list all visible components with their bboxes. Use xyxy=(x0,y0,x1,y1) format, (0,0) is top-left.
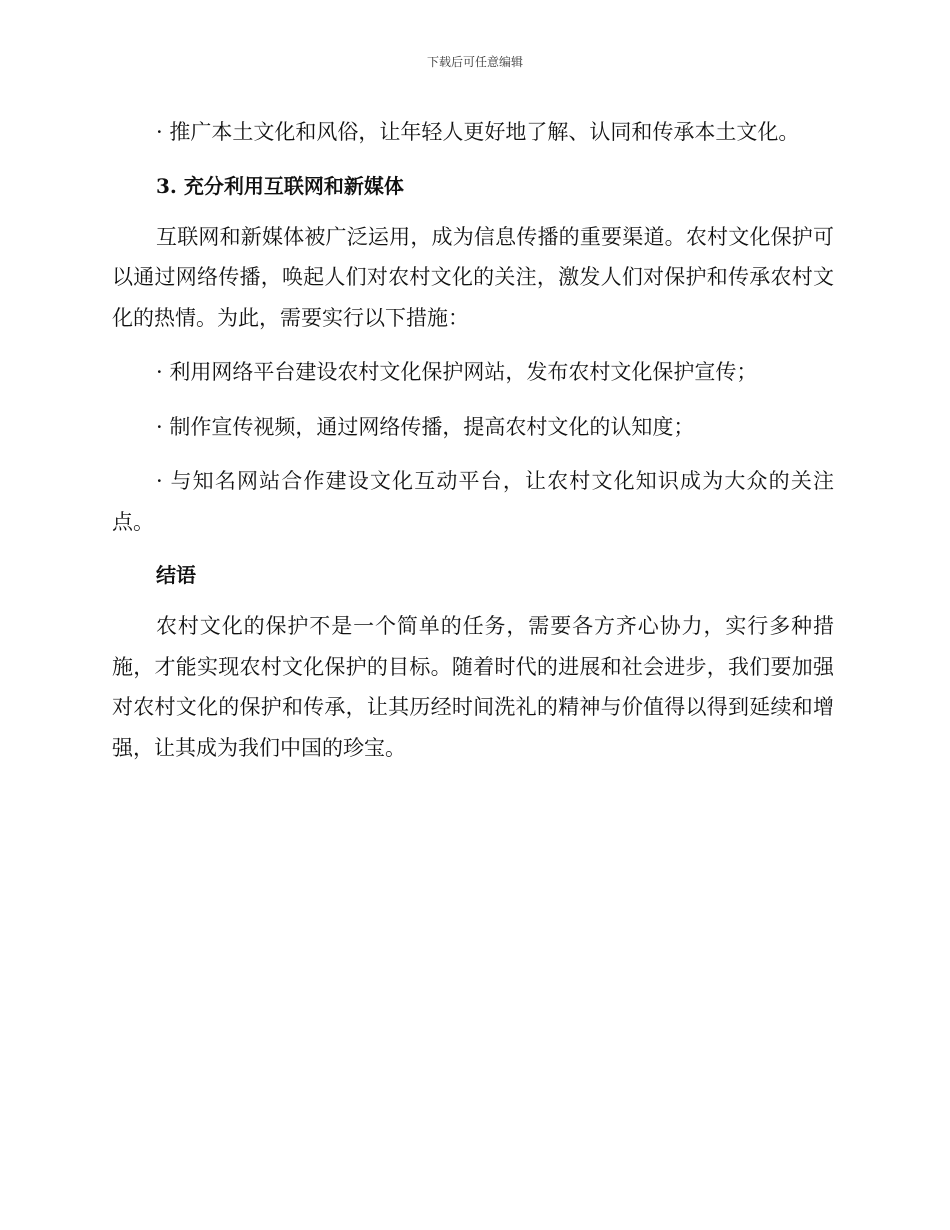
bullet-video: · 制作宣传视频，通过网络传播，提高农村文化的认知度； xyxy=(156,414,695,439)
document-body xyxy=(112,112,834,768)
bullet-website: · 利用网络平台建设农村文化保护网站，发布农村文化保护宣传； xyxy=(156,360,758,384)
section-heading-internet-media: 3. 充分利用互联网和新媒体 xyxy=(156,173,404,198)
section-intro-paragraph: 互联网和新媒体被广泛运用，成为信息传播的重要渠道。农村文化保护可以通过网络传播，唤起人们对农村文化的关注，激发人们对保护和传承农村文化的热情。为此，需要实行以下措施： xyxy=(112,224,834,330)
conclusion-heading: 结语 xyxy=(156,563,196,587)
bullet-local-culture: · 推广本土文化和风俗，让年轻人更好地了解、认同和传承本土文化。 xyxy=(156,120,800,144)
page-header-note: 下载后可任意编辑 xyxy=(426,55,523,69)
conclusion-paragraph: 农村文化的保护不是一个简单的任务，需要各方齐心协力，实行多种措施，才能实现农村文化保护的目标。随着时代的进展和社会进步，我们要加强对农村文化的保护和传承，让其历经时间洗礼的精神与价值得以得到延续和增强，让其成为我们中国的珍宝。 xyxy=(112,614,834,760)
bullet-platform: · 与知名网站合作建设文化互动平台，让农村文化知识成为大众的关注点。 xyxy=(112,469,834,534)
